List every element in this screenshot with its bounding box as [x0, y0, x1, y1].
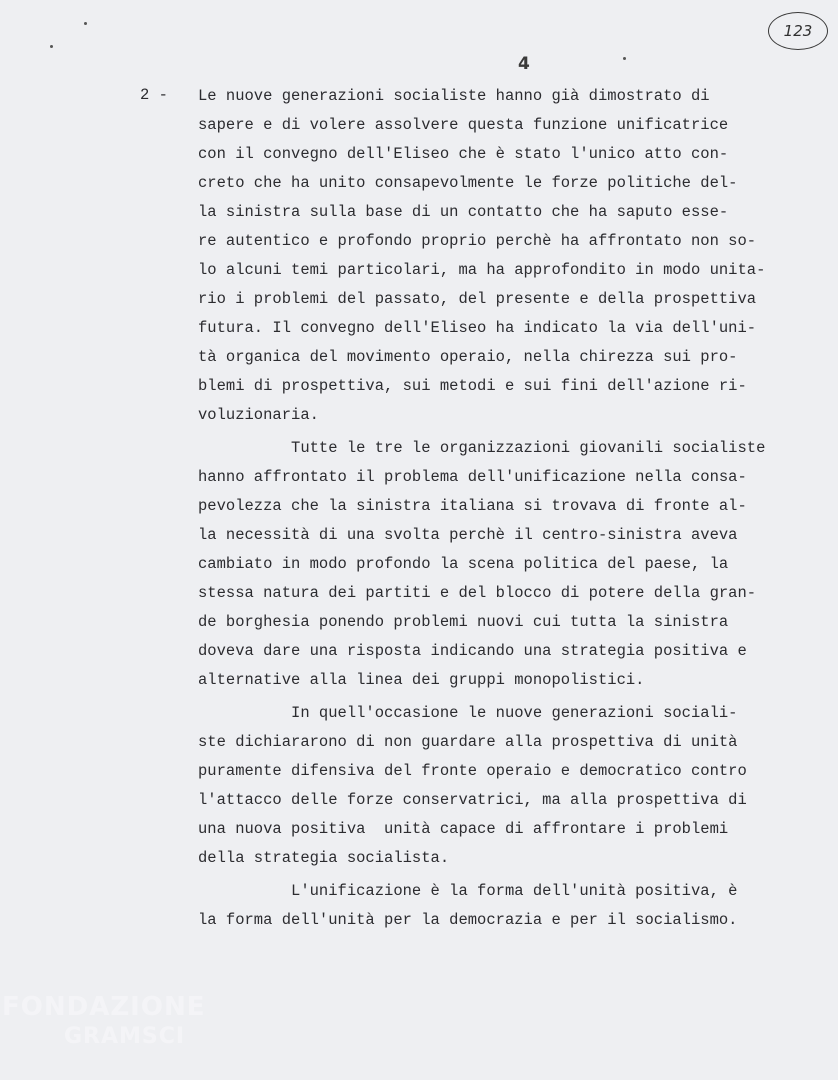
text-line: l'attacco delle forze conservatrici, ma alla prospettiva di: [198, 791, 747, 809]
archive-watermark: [2, 992, 205, 1052]
text-line: con il convegno dell'Eliseo che è stato l'unico atto con-: [198, 145, 729, 163]
paragraph-3: [198, 703, 798, 877]
watermark-line-1: FONDAZIONE: [2, 992, 206, 1022]
scan-speck: [50, 45, 53, 48]
page-number: 4: [518, 54, 530, 74]
text-line: Tutte le tre le organizzazioni giovanili socialiste: [198, 439, 766, 457]
watermark-line-2: GRAMSCI: [64, 1024, 186, 1049]
text-line: doveva dare una risposta indicando una strategia positiva e: [198, 642, 747, 660]
paragraph-4: [198, 881, 798, 939]
text-line: re autentico e profondo proprio perchè ha affrontato non so-: [198, 232, 757, 250]
archive-number: 123: [783, 22, 813, 40]
text-line: alternative alla linea dei gruppi monopolistici.: [198, 671, 645, 689]
text-line: lo alcuni temi particolari, ma ha approfondito in modo unita-: [198, 261, 766, 279]
text-line: de borghesia ponendo problemi nuovi cui tutta la sinistra: [198, 613, 729, 631]
text-line: stessa natura dei partiti e del blocco di potere della gran-: [198, 584, 757, 602]
text-line: tà organica del movimento operaio, nella chirezza sui pro-: [198, 348, 738, 366]
text-line: creto che ha unito consapevolmente le forze politiche del-: [198, 174, 738, 192]
text-line: In quell'occasione le nuove generazioni sociali-: [198, 704, 738, 722]
text-line: ste dichiararono di non guardare alla prospettiva di unità: [198, 733, 738, 751]
text-line: la necessità di una svolta perchè il centro-sinistra aveva: [198, 526, 738, 544]
archive-number-circle: [768, 12, 828, 50]
text-line: la sinistra sulla base di un contatto che ha saputo esse-: [198, 203, 729, 221]
text-line: futura. Il convegno dell'Eliseo ha indicato la via dell'uni-: [198, 319, 757, 337]
text-line: rio i problemi del passato, del presente e della prospettiva: [198, 290, 757, 308]
text-line: una nuova positiva unità capace di affrontare i problemi: [198, 820, 729, 838]
scan-speck: [623, 57, 626, 60]
text-line: hanno affrontato il problema dell'unificazione nella consa-: [198, 468, 747, 486]
text-line: pevolezza che la sinistra italiana si trovava di fronte al-: [198, 497, 747, 515]
body-text: [198, 86, 798, 939]
text-line: blemi di prospettiva, sui metodi e sui fini dell'azione ri-: [198, 377, 747, 395]
text-line: L'unificazione è la forma dell'unità positiva, è: [198, 882, 738, 900]
text-line: della strategia socialista.: [198, 849, 450, 867]
text-line: voluzionaria.: [198, 406, 319, 424]
scan-speck: [84, 22, 87, 25]
text-line: la forma dell'unità per la democrazia e per il socialismo.: [198, 911, 738, 929]
paragraph-1: [198, 86, 798, 434]
text-line: cambiato in modo profondo la scena politica del paese, la: [198, 555, 729, 573]
paragraph-2: [198, 438, 798, 699]
section-marker: 2 -: [140, 86, 168, 104]
text-line: puramente difensiva del fronte operaio e democratico contro: [198, 762, 747, 780]
text-line: sapere e di volere assolvere questa funzione unificatrice: [198, 116, 729, 134]
text-line: Le nuove generazioni socialiste hanno già dimostrato di: [198, 87, 710, 105]
